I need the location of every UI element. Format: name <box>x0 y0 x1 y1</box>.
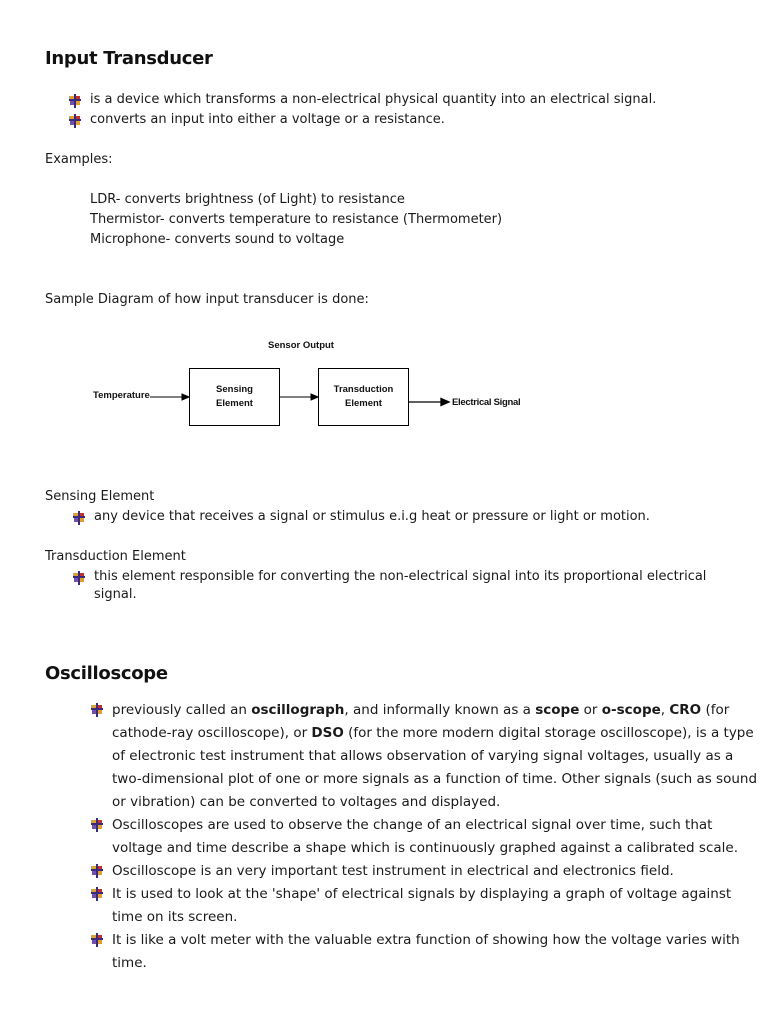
list-item <box>90 883 731 929</box>
bullet-text: time on its screen. <box>112 909 238 925</box>
input-transducer-heading: Input Transducer <box>45 48 213 69</box>
bullet-text <box>112 722 757 745</box>
list-item <box>72 569 706 602</box>
bullet-text: converts an input into either a voltage or a resistance. <box>90 112 445 127</box>
arrow-middle <box>279 394 318 400</box>
oscilloscope-heading: Oscilloscope <box>45 663 168 684</box>
keyword-scope: scope <box>535 702 580 718</box>
bullet-text <box>112 699 757 722</box>
bullet-text: two-dimensional plot of one or more signals as a function of time. Other signals (such as sound <box>112 771 758 787</box>
diagram-sensor-output-label: Sensor Output <box>268 340 334 351</box>
list-item <box>90 699 757 814</box>
bullet-text: voltage and time describe a shape which is continuously graphed against a calibrated scale. <box>112 840 738 856</box>
keyword-cro: CRO <box>669 702 702 718</box>
diagram-output-label: Electrical Signal <box>452 397 521 408</box>
diagram-box-text: Element <box>345 398 382 409</box>
diagram-sensing-element-box <box>189 368 280 426</box>
pushpin-bullet-icon <box>72 511 86 525</box>
text-run: , <box>660 702 670 718</box>
text-run: previously called an <box>112 702 252 718</box>
text-run: , and informally known as a <box>344 702 536 718</box>
list-item <box>90 814 738 860</box>
arrow-input <box>150 394 189 400</box>
diagram-transduction-element-box <box>318 368 409 426</box>
diagram-input-label: Temperature <box>93 390 150 401</box>
bullet-text: this element responsible for converting the non-electrical signal into its proportional electrical <box>94 569 707 584</box>
bullet-text: Oscilloscopes are used to observe the change of an electrical signal over time, such that <box>112 817 713 833</box>
transduction-element-heading: Transduction Element <box>45 549 186 564</box>
pushpin-bullet-icon <box>90 703 104 717</box>
bullet-text: signal. <box>94 587 137 602</box>
diagram-intro: Sample Diagram of how input transducer is done: <box>45 292 369 307</box>
pushpin-bullet-icon <box>90 864 104 878</box>
bullet-text: or vibration) can be converted to voltages and displayed. <box>112 794 501 810</box>
text-run: (for <box>701 702 730 718</box>
examples-label: Examples: <box>45 152 113 167</box>
bullet-text: is a device which transforms a non-electrical physical quantity into an electrical signal. <box>90 92 657 107</box>
list-item <box>72 509 650 525</box>
diagram-box-text: Element <box>216 398 253 409</box>
example-item: Thermistor- converts temperature to resistance (Thermometer) <box>90 212 503 227</box>
diagram-box-text: Sensing <box>216 384 253 395</box>
bullet-text: It is used to look at the 'shape' of electrical signals by displaying a graph of voltage against <box>112 886 732 902</box>
list-item <box>90 860 674 883</box>
text-run: (for the more modern digital storage oscilloscope), is a type <box>343 725 754 741</box>
bullet-text: any device that receives a signal or stimulus e.i.g heat or pressure or light or motion. <box>94 509 650 524</box>
pushpin-bullet-icon <box>90 933 104 947</box>
bullet-text: Oscilloscope is an very important test instrument in electrical and electronics field. <box>112 863 674 879</box>
example-item: Microphone- converts sound to voltage <box>90 232 345 247</box>
keyword-o-scope: o-scope <box>601 702 661 718</box>
sensing-element-heading: Sensing Element <box>45 489 155 504</box>
keyword-oscillograph: oscillograph <box>251 702 345 718</box>
list-item <box>90 929 740 975</box>
bullet-text: of electronic test instrument that allows observation of varying signal voltages, usually as a <box>112 748 734 764</box>
bullet-text: It is like a volt meter with the valuable extra function of showing how the voltage varies with <box>112 932 740 948</box>
keyword-dso: DSO <box>311 725 344 741</box>
text-run: cathode-ray oscilloscope), or <box>112 725 312 741</box>
example-item: LDR- converts brightness (of Light) to resistance <box>90 192 405 207</box>
text-run: or <box>579 702 602 718</box>
arrow-output <box>409 399 449 406</box>
bullet-text: time. <box>112 955 147 971</box>
pushpin-bullet-icon <box>90 818 104 832</box>
pushpin-bullet-icon <box>72 571 86 585</box>
pushpin-bullet-icon <box>90 887 104 901</box>
diagram-box-text: Transduction <box>333 384 394 395</box>
